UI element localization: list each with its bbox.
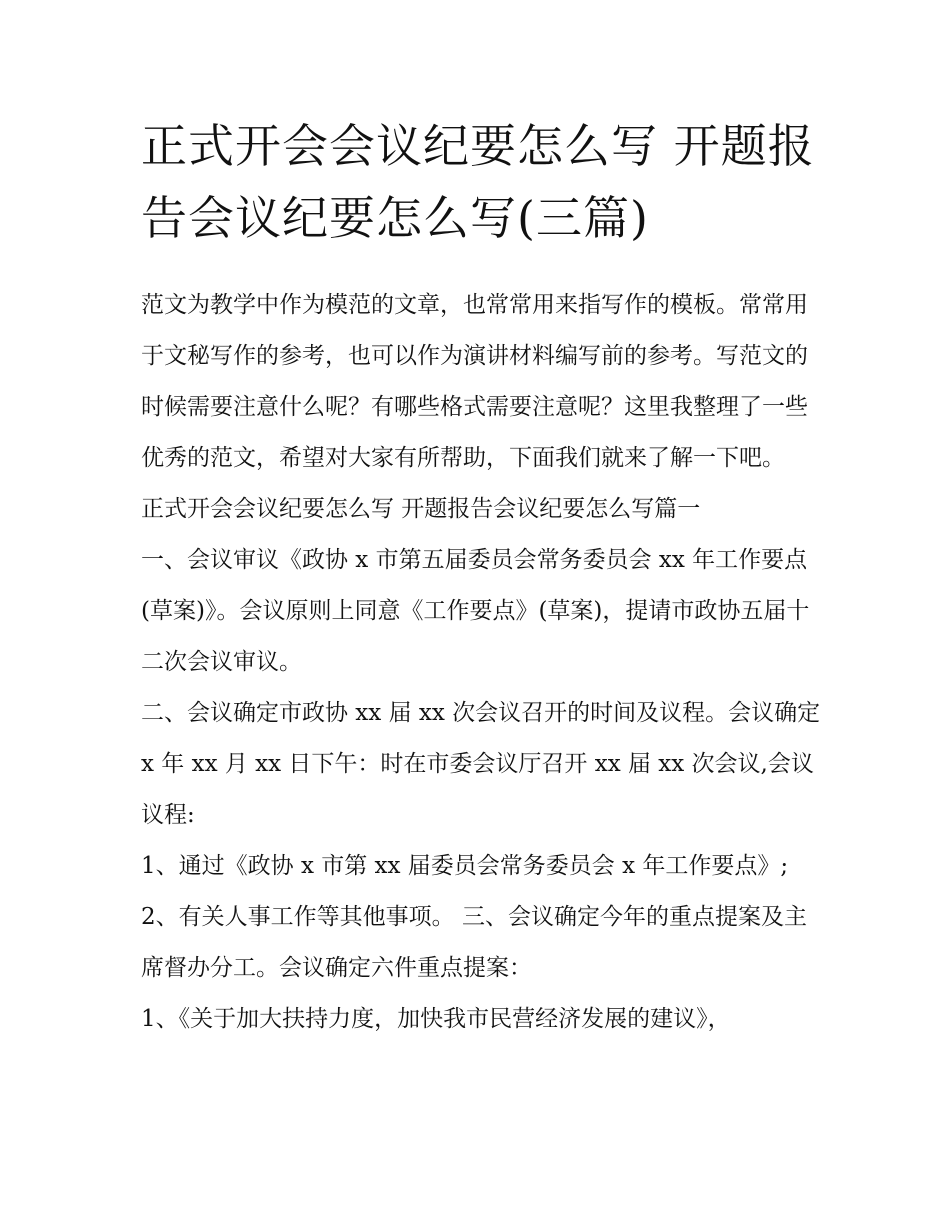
agenda-item-2: 2、有关人事工作等其他事项。 三、会议确定今年的重点提案及主席督办分工。会议确定六件重点提案： (141, 904, 807, 981)
proposal-item-1: 1、《关于加大扶持力度，加快我市民营经济发展的建议》， (141, 1006, 731, 1032)
intro-paragraph: 范文为教学中作为模范的文章，也常常用来指写作的模板。常常用于文秘写作的参考，也可以作为演讲材料编写前的参考。写范文的时候需要注意什么呢？有哪些格式需要注意呢？这里我整理了一些优秀的范文，希望对大家有所帮助，下面我们就来了解一下吧。 (141, 292, 808, 471)
paragraph-item-2: 二、会议确定市政协 xx 届 xx 次会议召开的时间及议程。会议确定 x 年 xx 月 xx 日下午：时在市委会议厅召开 xx 届 xx 次会议,会议议程: (141, 700, 821, 828)
document-body (141, 280, 826, 1045)
section-heading: 正式开会会议纪要怎么写 开题报告会议纪要怎么写篇一 (141, 496, 701, 522)
paragraph-item-1: 一、会议审议《政协 x 市第五届委员会常务委员会 xx 年工作要点(草案)》。会议原则上同意《工作要点》(草案)，提请市政协五届十二次会议审议。 (141, 547, 810, 675)
document-title: 正式开会会议纪要怎么写 开题报告会议纪要怎么写(三篇) (141, 119, 815, 245)
agenda-item-1: 1、通过《政协 x 市第 xx 届委员会常务委员会 x 年工作要点》; (141, 853, 789, 879)
